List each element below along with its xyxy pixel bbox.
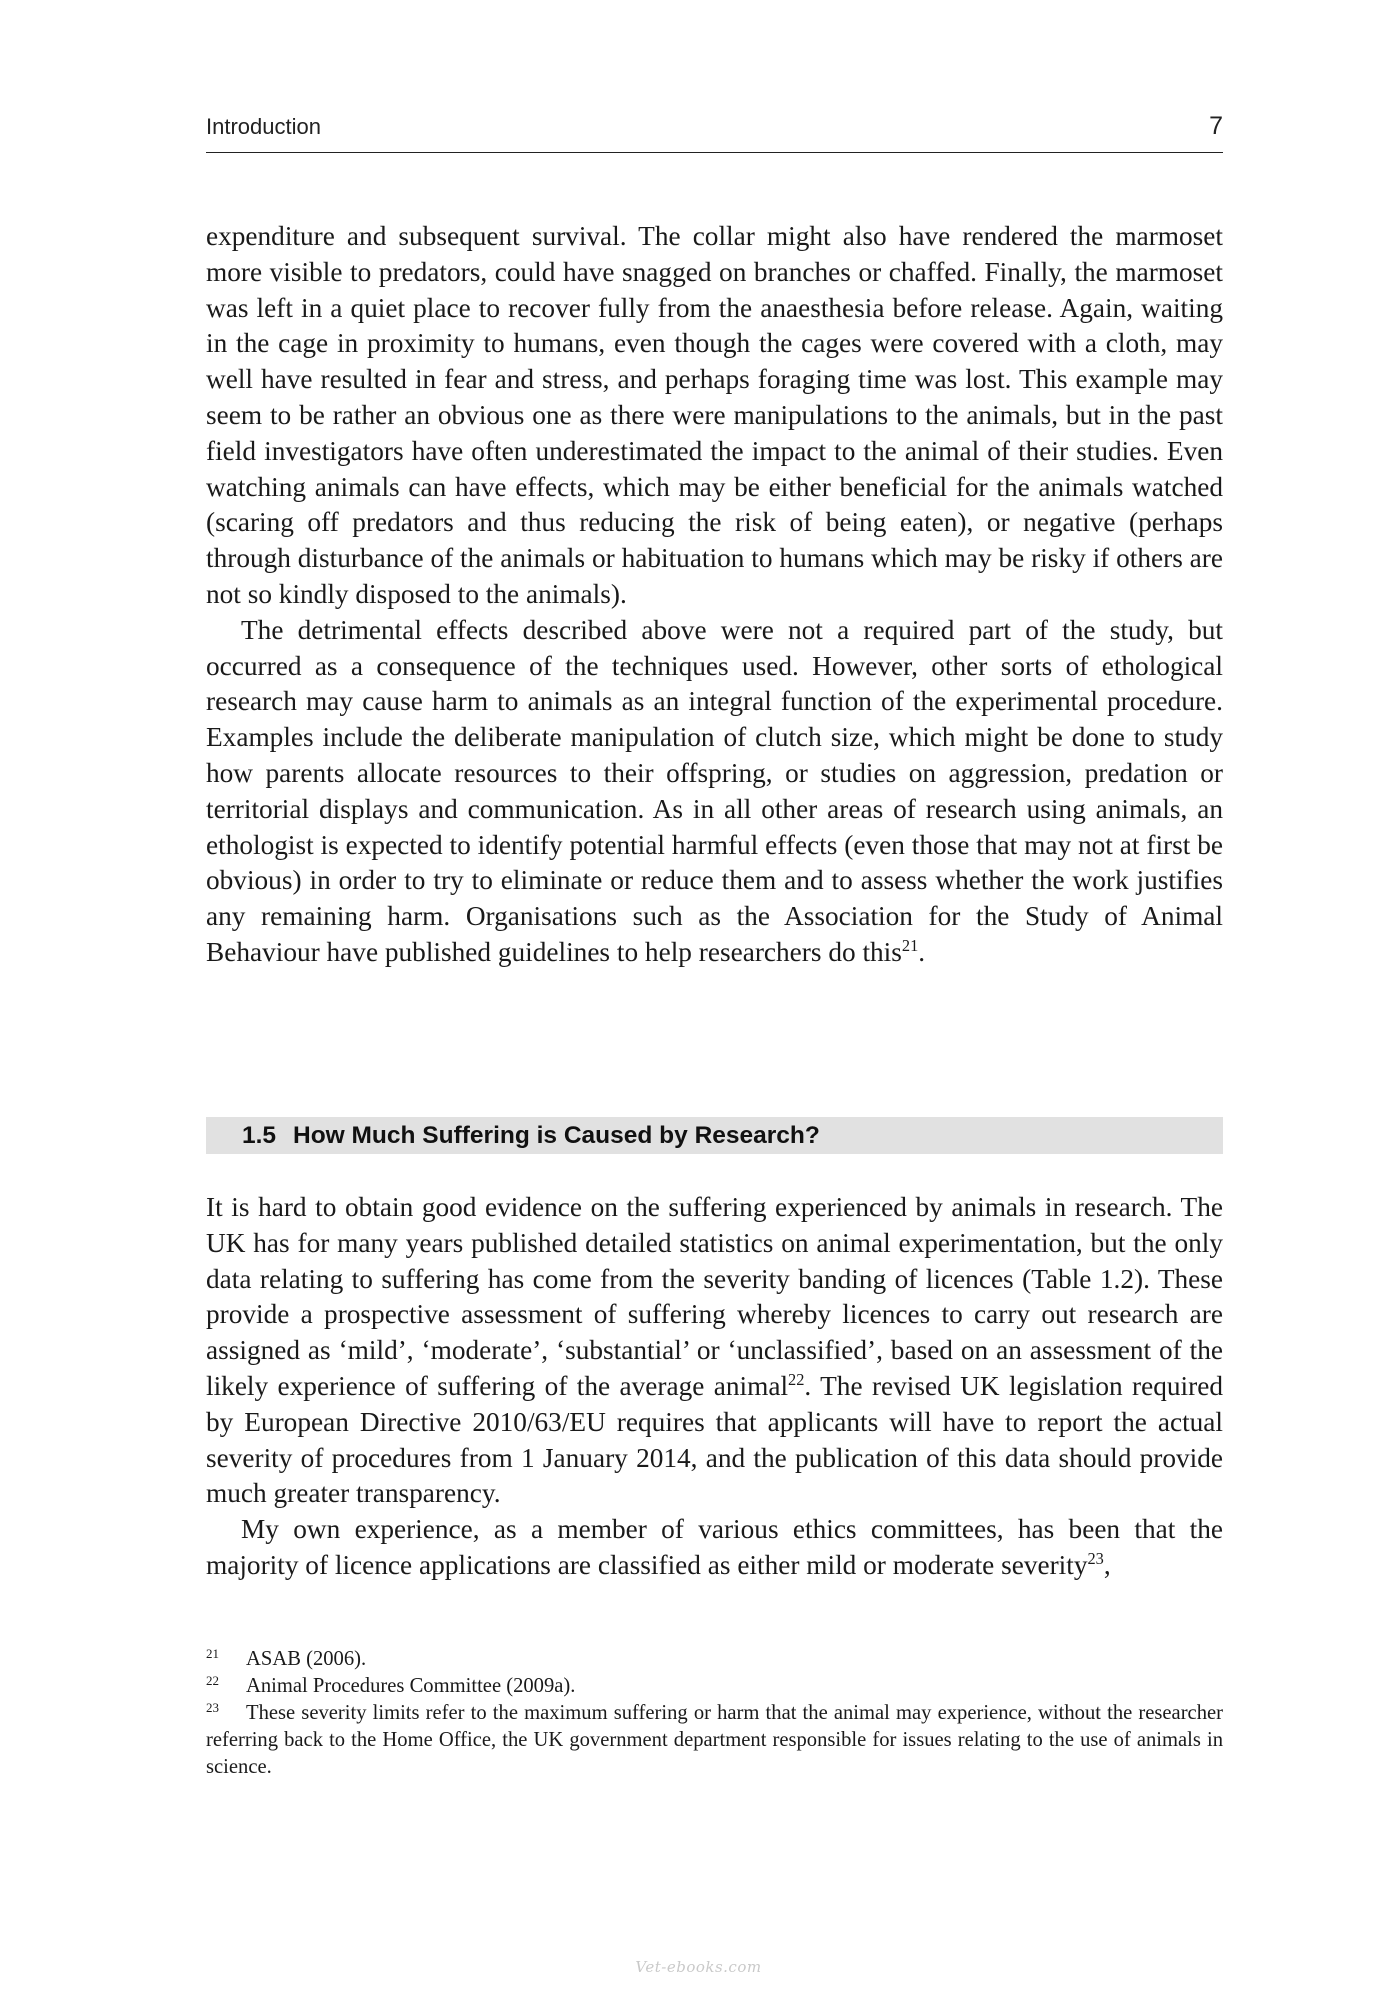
paragraph-end: . <box>918 936 926 967</box>
paragraph-text: My own experience, as a member of various ethics committees, has been that the majority of licence applications are classified as either mild or moderate severity <box>206 1514 1223 1580</box>
page-number: 7 <box>1209 112 1223 140</box>
footnote-mark: 21 <box>206 1646 219 1661</box>
footnote <box>206 1673 1223 1700</box>
footnote-mark: 22 <box>206 1673 219 1688</box>
paragraph <box>206 1512 1223 1584</box>
footnote-text: Animal Procedures Committee (2009a). <box>246 1675 576 1697</box>
running-head <box>206 112 1223 153</box>
section-title: How Much Suffering is Caused by Research? <box>293 1122 820 1149</box>
footnote-mark: 23 <box>206 1700 219 1715</box>
body-text-lower <box>206 1190 1223 1584</box>
footnote-ref: 22 <box>788 1369 805 1389</box>
section-heading <box>206 1117 1223 1154</box>
watermark: Vet-ebooks.com <box>635 1958 762 1976</box>
footnotes <box>206 1646 1223 1781</box>
paragraph: expenditure and subsequent survival. The collar might also have rendered the marmoset more visible to predators, could have snagged on branches or chaffed. Finally, the marmoset was left in a quiet place to recover fully from the anaesthesia before release. Again, waiting in the cage in proximity to humans, even though the cages were covered with a cloth, may well have resulted in fear and stress, and perhaps foraging time was lost. This example may seem to be rather an obvious one as there were manipulations to the animals, but in the past field investigators have often underestimated the impact to the animal of their studies. Even watching animals can have effects, which may be either beneficial for the animals watched (scaring off predators and thus reducing the risk of being eaten), or negative (perhaps through disturbance of the animals or habituation to humans which may be risky if others are not so kindly disposed to the animals). <box>206 221 1223 609</box>
footnote <box>206 1700 1223 1781</box>
section-number: 1.5 <box>242 1122 277 1149</box>
paragraph-text: It is hard to obtain good evidence on the suffering experienced by animals in research. The UK has for many years published detailed statistics on animal experimentation, but the only data relating to suffering has come from the severity banding of licences (Table 1.2). These provide a prospective assessment of suffering whereby licences to carry out research are assigned as ‘mild’, ‘moderate’, ‘substantial’ or ‘unclassified’, based on an assessment of the likely experience of suffering of the average animal <box>206 1192 1223 1401</box>
paragraph-end: , <box>1103 1549 1111 1580</box>
running-head-title: Introduction <box>206 114 321 139</box>
footnote <box>206 1646 1223 1673</box>
paragraph <box>206 613 1223 971</box>
footnote-ref: 21 <box>901 935 919 955</box>
paragraph-text: . The revised UK legislation required by European Directive 2010/63/EU requires that applicants will have to report the actual severity of procedures from 1 January 2014, and the publication of this data should provide much greater transparency. <box>206 1370 1223 1509</box>
paragraph <box>206 1190 1223 1512</box>
footnote-ref: 23 <box>1087 1548 1104 1568</box>
footnote-text: These severity limits refer to the maximum suffering or harm that the animal may experience, without the researcher referring back to the Home Office, the UK government department responsible for issues relating to the use of animals in science. <box>206 1702 1223 1778</box>
paragraph-text: The detrimental effects described above were not a required part of the study, but occurred as a consequence of the techniques used. However, other sorts of ethological research may cause harm to animals as an integral function of the experimental procedure. Examples include the deliberate manipulation of clutch size, which might be done to study how parents allocate resources to their offspring, or studies on aggression, predation or territorial displays and communication. As in all other areas of research using animals, an ethologist is expected to identify potential harmful effects (even those that may not at first be obvious) in order to try to eliminate or reduce them and to assess whether the work justifies any remaining harm. Organisations such as the Association for the Study of Animal Behaviour have published guidelines to help researchers do this <box>206 614 1223 967</box>
footnote-text: ASAB (2006). <box>246 1648 367 1670</box>
body-text-upper <box>206 219 1223 971</box>
